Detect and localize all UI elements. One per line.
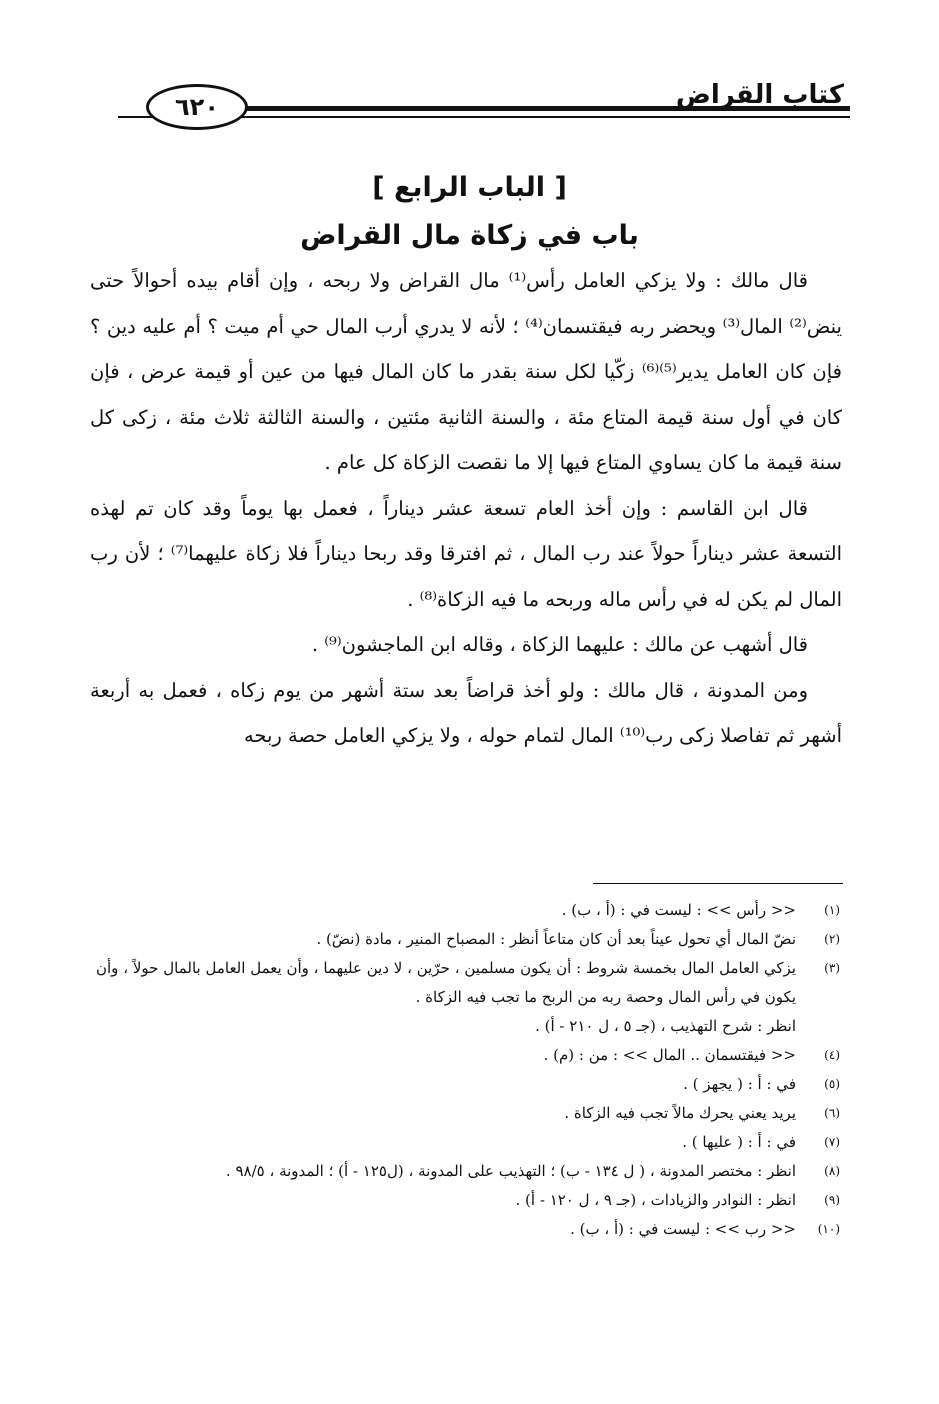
book-title: كتاب القراض xyxy=(675,80,844,110)
footnote xyxy=(96,1070,840,1099)
footnote xyxy=(96,1186,840,1215)
footnote-text: يزكي العامل المال بخمسة شروط : أن يكون مسلمين ، حرّين ، لا دين عليهما ، وأن يعمل العامل بالمال حولاً ، وأن يكون في رأس المال وحصة ربه من الربح ما تجب فيه الزكاة . xyxy=(96,959,796,1006)
footnote xyxy=(96,896,840,925)
footnote-text: انظر : مختصر المدونة ، ( ل ١٣٤ - ب) ؛ التهذيب على المدونة ، (ل١٢٥ - أ) ؛ المدونة ، ٩٨/٥ . xyxy=(225,1162,796,1180)
footnote-text: يريد يعني يحرك مالاً تجب فيه الزكاة . xyxy=(564,1104,796,1122)
footnote-number: (٩) xyxy=(824,1193,840,1207)
footnote xyxy=(96,925,840,954)
footnote-text: << فيقتسمان .. المال >> : من : (م) . xyxy=(543,1046,796,1064)
footnote-number: (٥) xyxy=(824,1077,840,1091)
footnote-text: في : أ : ( يجهز ) . xyxy=(683,1075,796,1093)
footnote xyxy=(96,1041,840,1070)
footnote-number: (٧) xyxy=(824,1135,840,1149)
footnote xyxy=(96,1128,840,1157)
section-title: باب في زكاة مال القراض xyxy=(300,220,639,251)
footnote-number: (٨) xyxy=(824,1164,840,1178)
paragraph: قال ابن القاسم : وإن أخذ العام تسعة عشر ديناراً ، فعمل بها يوماً وقد كان تم لهذه التسعة عشر ديناراً حولاً عند رب المال ، ثم افترقا وقد ربحا ديناراً فلا زكاة عليهما⁽⁷⁾ ؛ لأن رب المال لم يكن له في رأس ماله وربحه ما فيه الزكاة⁽⁸⁾ . xyxy=(90,496,842,611)
footnote-text: انظر : شرح التهذيب ، (جـ ٥ ، ل ٢١٠ - أ) . xyxy=(535,1017,796,1035)
page-header xyxy=(118,76,850,132)
footnote-number: (١٠) xyxy=(817,1222,840,1236)
footnote-text: نضّ المال أي تحول عيناً بعد أن كان متاعاً أنظر : المصباح المنير ، مادة (نضّ) . xyxy=(316,930,796,948)
footnote-number: (٢) xyxy=(824,932,840,946)
footnote-separator xyxy=(593,883,843,884)
footnote-text: << رب >> : ليست في : (أ ، ب) . xyxy=(570,1220,796,1238)
footnote xyxy=(96,1099,840,1128)
footnote-text: << رأس >> : ليست في : (أ ، ب) . xyxy=(561,901,796,919)
footnote xyxy=(96,954,840,1041)
footnote xyxy=(96,1157,840,1186)
paragraph: قال مالك : ولا يزكي العامل رأس⁽¹⁾ مال القراض ولا ربحه ، وإن أقام بيده أحوالاً حتى ينض⁽²⁾ المال⁽³⁾ ويحضر ربه فيقتسمان⁽⁴⁾ ؛ لأنه لا يدري أرب المال حي أم ميت ؟ أم عليه دين ؟ فإن كان العامل يدير⁽⁵⁾⁽⁶⁾ زكّيا لكل سنة بقدر ما كان المال فيها من عين أو قيمة عرض ، فإن كان في أول سنة قيمة المتاع مئة ، والسنة الثانية مئتين ، والسنة الثالثة ثلاث مئة ، زكى كل سنة قيمة ما كان يساوي المتاع فيها إلا ما نقصت الزكاة كل عام . xyxy=(90,269,842,474)
main-text xyxy=(90,258,842,759)
footnote-text: انظر : النوادر والزيادات ، (جـ ٩ ، ل ١٢٠ - أ) . xyxy=(515,1191,796,1209)
footnote-number: (٦) xyxy=(824,1106,840,1120)
chapter-title: [ الباب الرابع ] xyxy=(372,172,567,203)
paragraph: قال أشهب عن مالك : عليهما الزكاة ، وقاله ابن الماجشون⁽⁹⁾ . xyxy=(311,633,808,656)
footnote-text: في : أ : ( عليها ) . xyxy=(682,1133,796,1151)
footnote-number: (١) xyxy=(824,903,840,917)
page-number: ٦٢٠ xyxy=(146,84,248,130)
footnote-number: (٤) xyxy=(824,1048,840,1062)
footnote-number: (٣) xyxy=(824,961,840,975)
footnotes xyxy=(96,896,840,1244)
footnote xyxy=(96,1215,840,1244)
paragraph: ومن المدونة ، قال مالك : ولو أخذ قراضاً بعد ستة أشهر من يوم زكاه ، فعمل به أربعة أشهر ثم تفاصلا زكى رب⁽¹⁰⁾ المال لتمام حوله ، ولا يزكي العامل حصة ربحه xyxy=(90,678,842,747)
